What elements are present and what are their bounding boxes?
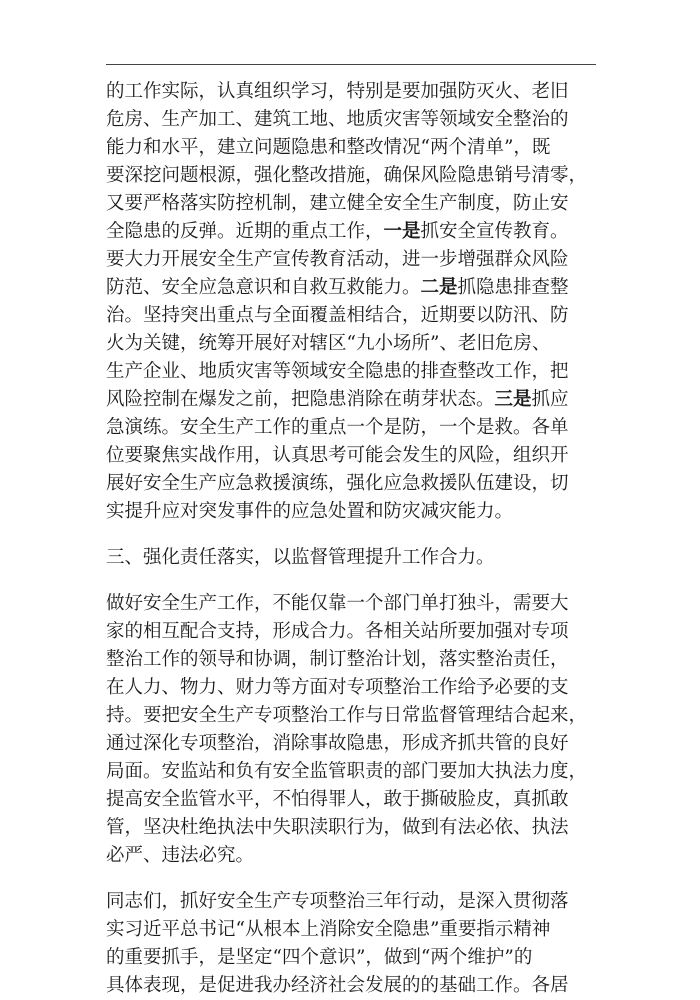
text-line: 的工作实际，认真组织学习，特别是要加强防灭火、老旧 <box>106 81 569 102</box>
text-line: 展好安全生产应急救援演练，强化应急救援队伍建设，切 <box>106 473 569 494</box>
bold-marker: 一是 <box>383 221 421 242</box>
text-line: 家的相互配合支持，形成合力。各相关站所要加强对专项 <box>106 621 569 642</box>
text-line: 管，坚决杜绝执法中失职渎职行为，做到有法必依、执法 <box>106 817 569 838</box>
text-line: 提高安全监管水平，不怕得罪人，敢于撕破脸皮，真抓敢 <box>106 789 569 810</box>
text-line <box>106 386 606 414</box>
paragraph-safety-focus <box>106 78 606 526</box>
text-line: 要深挖问题根源，强化整改措施，确保风险隐患销号清零， <box>106 165 588 186</box>
text-line: 整治工作的领导和协调，制订整治计划，落实整治责任， <box>106 649 569 670</box>
bold-marker: 三是 <box>494 389 532 410</box>
paragraph-spacer <box>106 870 606 888</box>
document-body <box>106 78 606 1000</box>
text-line: 治。坚持突出重点与全面覆盖相结合，近期要以防汛、防 <box>106 305 569 326</box>
paragraph-closing <box>106 888 606 1000</box>
bold-marker: 二是 <box>420 277 458 298</box>
text-line: 危房、生产加工、建筑工地、地质灾害等领域安全整治的 <box>106 109 569 130</box>
text-run: 抓隐患排查整 <box>457 277 569 298</box>
text-line: 在人力、物力、财力等方面对专项整治工作给予必要的支 <box>106 677 569 698</box>
text-run: 全隐患的反弹。近期的重点工作， <box>106 221 384 242</box>
header-rule <box>106 64 596 65</box>
text-line: 位要聚焦实战作用，认真思考可能会发生的风险，组织开 <box>106 445 569 466</box>
text-line: 同志们，抓好安全生产专项整治三年行动，是深入贯彻落 <box>106 891 569 912</box>
paragraph-spacer <box>106 526 606 544</box>
text-line: 实提升应对突发事件的应急处置和防灾减灾能力。 <box>106 501 514 522</box>
text-line: 又要严格落实防控机制，建立健全安全生产制度，防止安 <box>106 193 569 214</box>
paragraph-responsibility <box>106 590 606 870</box>
text-line: 火为关键，统筹开展好对辖区“九小场所”、老旧危房、 <box>106 333 551 354</box>
text-line: 具体表现，是促进我办经济社会发展的的基础工作。各居 <box>106 975 569 996</box>
text-line: 持。要把安全生产专项整治工作与日常监督管理结合起来， <box>106 705 588 726</box>
text-run: 抓应 <box>531 389 569 410</box>
text-line: 实习近平总书记“从根本上消除安全隐患”重要指示精神 <box>106 919 551 940</box>
text-line: 通过深化专项整治，消除事故隐患，形成齐抓共管的良好 <box>106 733 569 754</box>
text-line: 局面。安监站和负有安全监管职责的部门要加大执法力度， <box>106 761 588 782</box>
text-line: 的重要抓手，是坚定“四个意识”，做到“两个维护”的 <box>106 947 533 968</box>
text-run: 抓安全宣传教育。 <box>420 221 569 242</box>
section-heading: 三、强化责任落实，以监督管理提升工作合力。 <box>106 547 495 568</box>
paragraph-spacer <box>106 572 606 590</box>
text-run: 防范、安全应急意识和自救互救能力。 <box>106 277 421 298</box>
text-line <box>106 218 606 246</box>
text-line: 生产企业、地质灾害等领域安全隐患的排查整改工作，把 <box>106 361 569 382</box>
text-line <box>106 274 606 302</box>
text-line: 做好安全生产工作，不能仅靠一个部门单打独斗，需要大 <box>106 593 569 614</box>
text-line: 能力和水平，建立问题隐患和整改情况“两个清单”，既 <box>106 137 551 158</box>
text-run: 风险控制在爆发之前，把隐患消除在萌芽状态。 <box>106 389 495 410</box>
text-line: 必严、违法必究。 <box>106 845 255 866</box>
text-line: 急演练。安全生产工作的重点一个是防，一个是救。各单 <box>106 417 569 438</box>
text-line: 要大力开展安全生产宣传教育活动，进一步增强群众风险 <box>106 249 569 270</box>
